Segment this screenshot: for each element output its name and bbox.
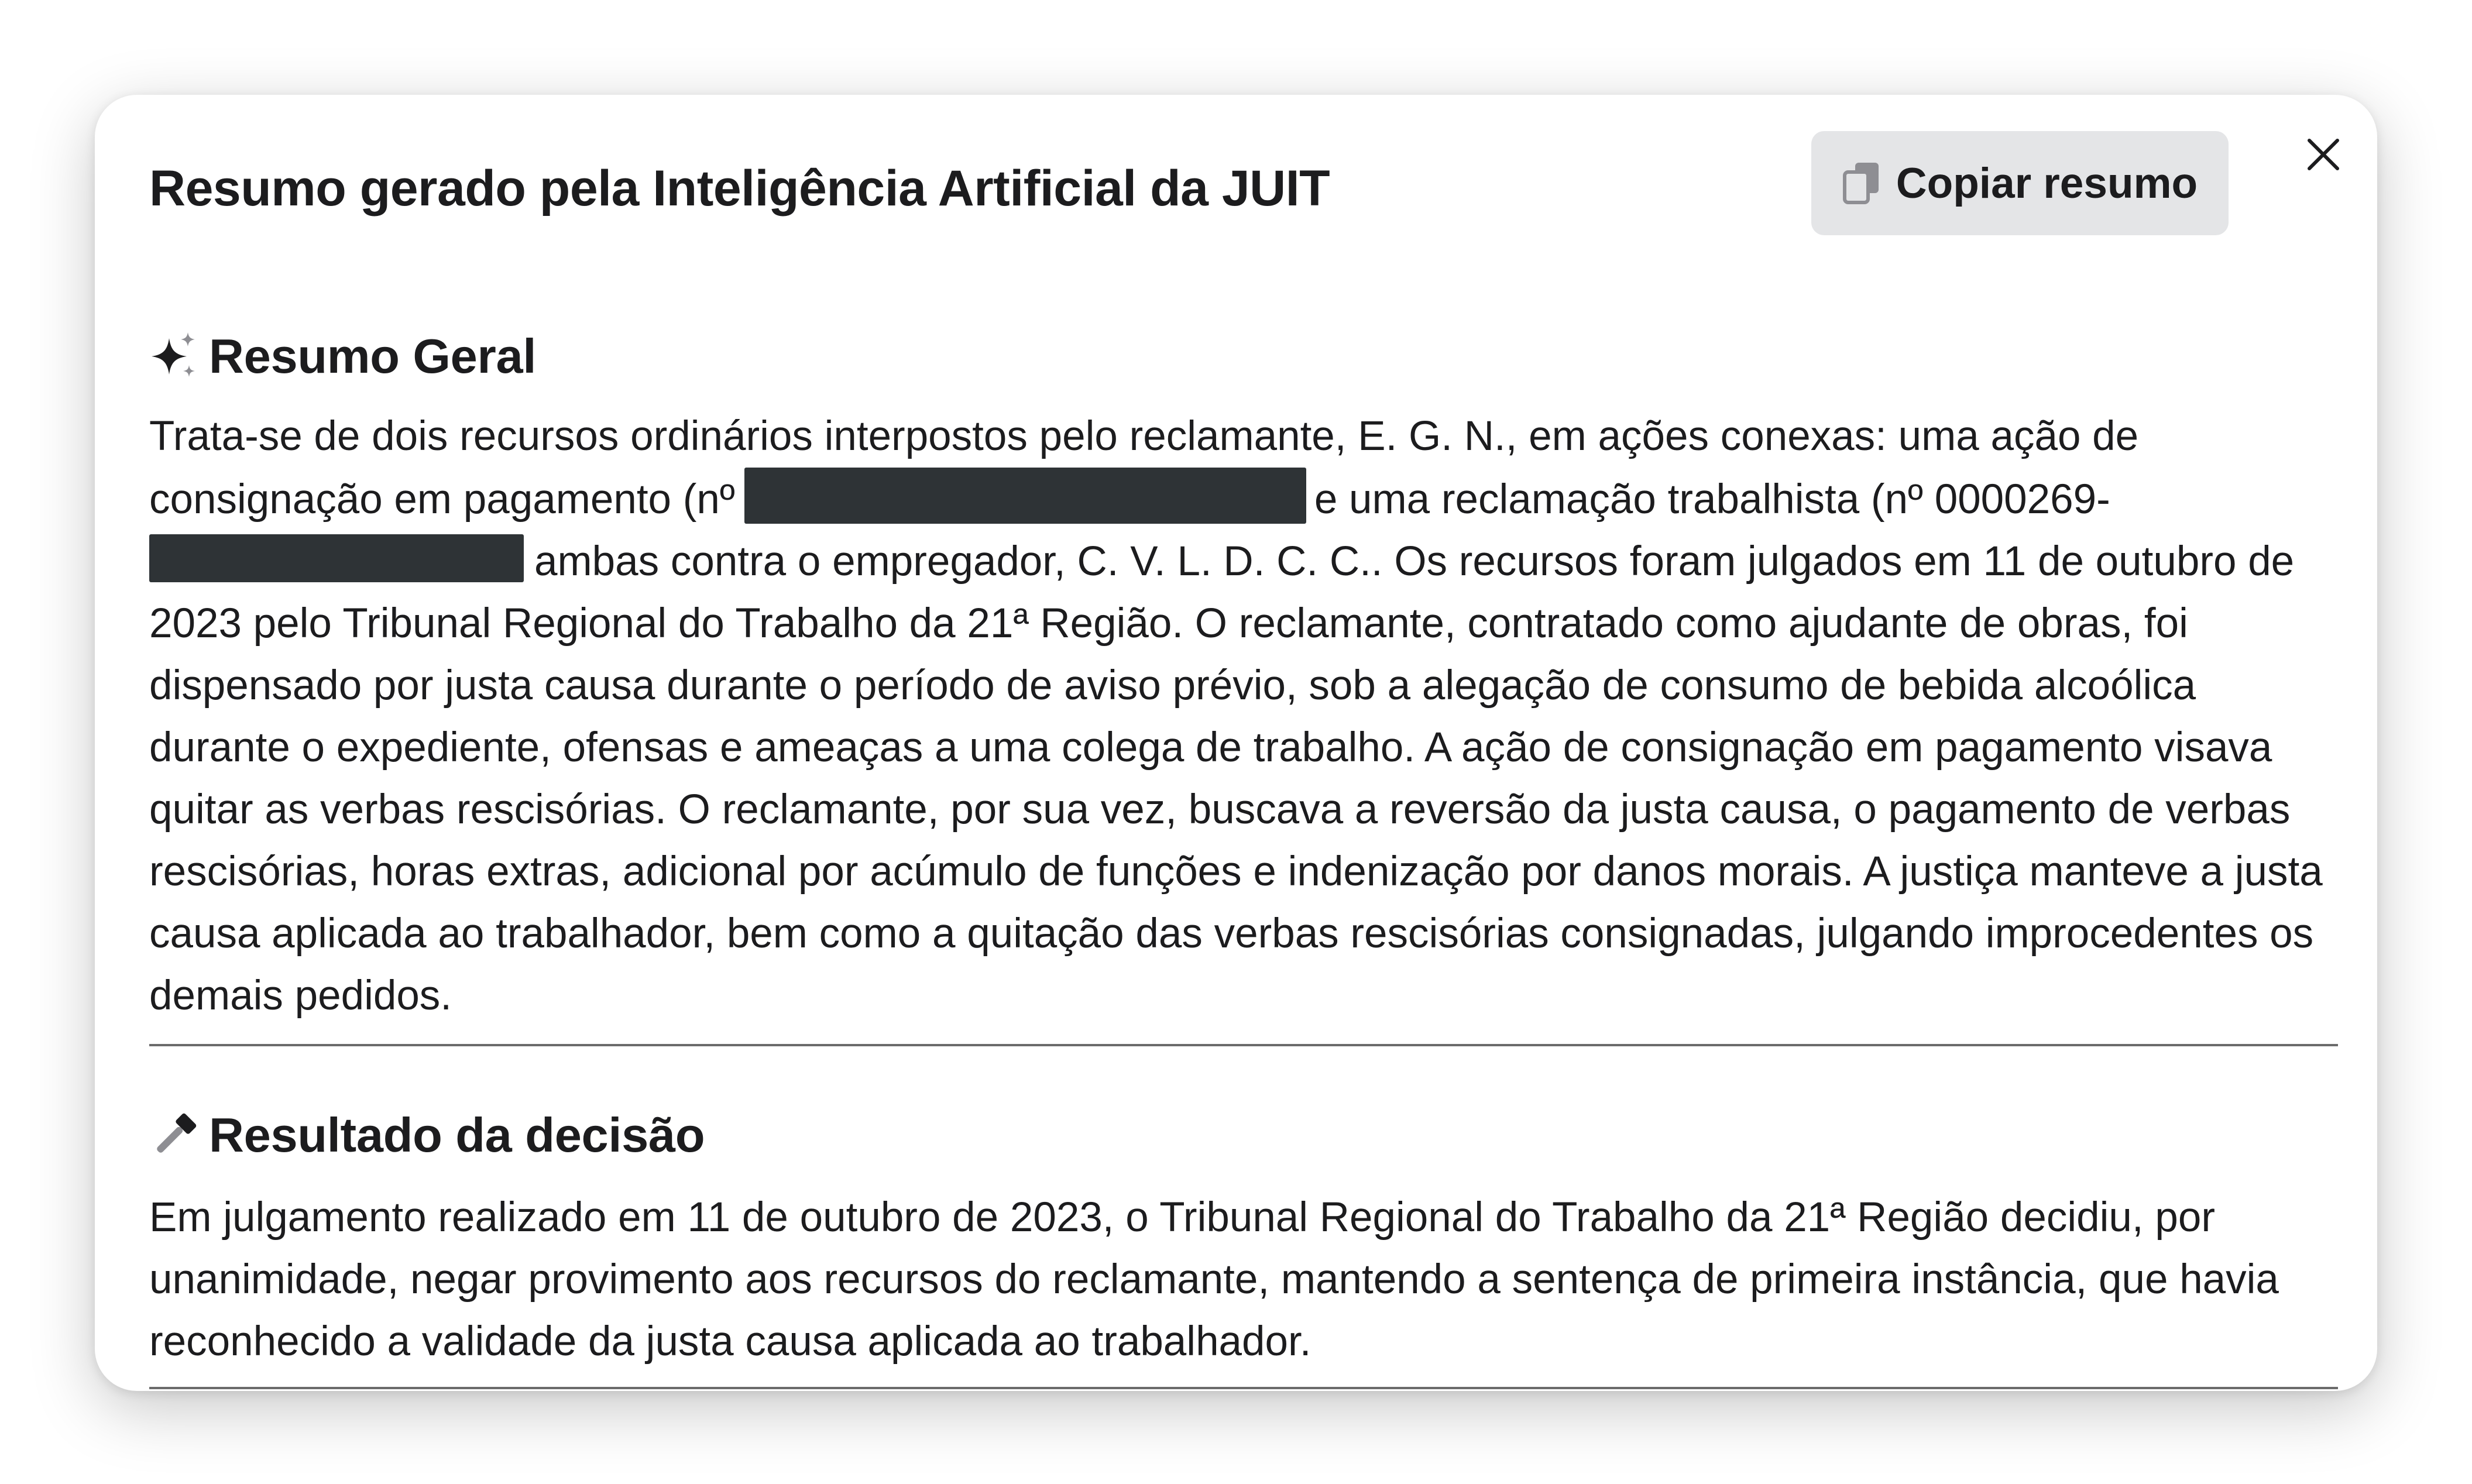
section-heading-resultado [149, 1107, 705, 1163]
copy-summary-label: Copiar resumo [1896, 159, 2198, 207]
decision-paragraph: Em julgamento realizado em 11 de outubro de 2023, o Tribunal Regional do Trabalho da 21ª Região decidiu, por unanimidade, negar provimento aos recursos do reclamante, mantendo a sentença de primeira instância, que havia reconhecido a validade da justa causa aplicada ao trabalhador. [149, 1194, 2279, 1365]
summary-text-part3: ambas contra o empregador, C. V. L. D. C. C.. Os recursos foram julgados em 11 de outubro de 2023 pelo Tribunal Regional do Trabalho da 21ª Região. O reclamante, contratado como ajudante de obras, foi dispensado por justa causa durante o período de aviso prévio, sob a alegação de consumo de bebida alcoólica durante o expediente, ofensas e ameaças a uma colega de trabalho. A ação de consignação em pagamento visava quitar as verbas rescisórias. O reclamante, por sua vez, buscava a reversão da justa causa, o pagamento de verbas rescisórias, horas extras, adicional por acúmulo de funções e indenização por danos morais. A justiça manteve a justa causa aplicada ao trabalhador, bem como a quitação das verbas rescisórias consignadas, julgando improcedentes os demais pedidos. [149, 538, 2323, 1019]
section-divider [149, 1044, 2338, 1046]
summary-paragraph [149, 406, 2338, 1027]
summary-modal [95, 95, 2377, 1391]
redacted-block [744, 468, 1306, 524]
gavel-icon [149, 1110, 200, 1160]
copy-icon [1842, 162, 1881, 205]
redacted-block [149, 534, 524, 582]
modal-title: Resumo gerado pela Inteligência Artificial da JUIT [149, 160, 1330, 217]
section-heading-text: Resultado da decisão [209, 1108, 705, 1162]
section-heading-text: Resumo Geral [209, 329, 537, 383]
close-button[interactable] [2294, 125, 2353, 184]
summary-text-part1: Trata-se de dois recursos ordinários interpostos pelo reclamante, E. G. N., em ações conexas: uma ação de consignação em pagamento (nº [149, 413, 2139, 523]
copy-summary-button[interactable] [1811, 131, 2229, 235]
sparkles-icon [149, 331, 200, 382]
close-icon [2306, 138, 2340, 171]
section-divider [149, 1387, 2338, 1389]
summary-text-part2: e uma reclamação trabalhista (nº 0000269- [1314, 476, 2110, 523]
section-heading-resumo-geral [149, 328, 536, 384]
